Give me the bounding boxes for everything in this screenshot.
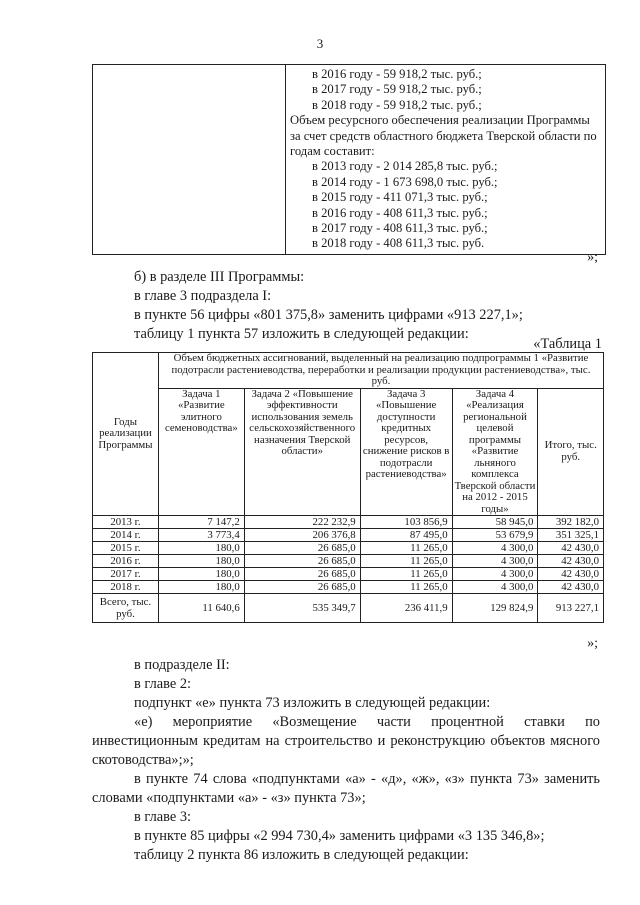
text-paragraph: в пункте 74 слова «подпунктами «а» - «д», «ж», «з» пункта 73» заменить словами «подпунктами «а» - «з» пункта 73»; [92, 771, 600, 806]
passport-label-cell [93, 65, 286, 255]
value-cell: 11 265,0 [360, 568, 452, 581]
table-row [93, 542, 604, 555]
table-row [93, 555, 604, 568]
total-value-cell: 236 411,9 [360, 594, 452, 623]
task-header: Задача 4 «Реализация региональной целевой программы «Развитие льняного комплекса Тверской области на 2012 - 2015 годы» [452, 388, 538, 516]
funding-line: в 2017 году - 59 918,2 тыс. руб.; [312, 82, 482, 97]
value-cell: 7 147,2 [158, 516, 244, 529]
year-cell: 2013 г. [93, 516, 159, 529]
text-line: в пункте 85 цифры «2 994 730,4» заменить цифрами «3 135 346,8»; [134, 828, 545, 844]
value-cell: 42 430,0 [538, 555, 604, 568]
text-line: таблицу 2 пункта 86 изложить в следующей редакции: [134, 847, 469, 863]
total-value-cell: 913 227,1 [538, 594, 604, 623]
value-cell: 392 182,0 [538, 516, 604, 529]
funding-line: в 2014 году - 1 673 698,0 тыс. руб.; [312, 174, 498, 189]
funding-line: в 2016 году - 59 918,2 тыс. руб.; [312, 67, 482, 81]
total-value-cell: 535 349,7 [244, 594, 360, 623]
funding-line: в 2015 году - 411 071,3 тыс. руб.; [312, 190, 488, 205]
text-line: в главе 3: [134, 809, 192, 825]
text-line: таблицу 1 пункта 57 изложить в следующей редакции: [134, 326, 469, 342]
year-cell: 2015 г. [93, 542, 159, 555]
table-row [93, 568, 604, 581]
year-cell: 2018 г. [93, 581, 159, 594]
funding-line: в 2016 году - 408 611,3 тыс. руб.; [312, 205, 488, 220]
amendment-text-2 [92, 656, 600, 865]
total-value-cell: 11 640,6 [158, 594, 244, 623]
total-value-cell: 129 824,9 [452, 594, 538, 623]
value-cell: 11 265,0 [360, 542, 452, 555]
table-row [93, 529, 604, 542]
table-row [93, 581, 604, 594]
budget-table [92, 352, 604, 623]
value-cell: 4 300,0 [452, 581, 538, 594]
text-line: подпункт «е» пункта 73 изложить в следующей редакции: [134, 695, 491, 711]
value-cell: 4 300,0 [452, 542, 538, 555]
task-header: Задача 1 «Развитие элитного семеноводства» [158, 388, 244, 516]
value-cell: 53 679,9 [452, 529, 538, 542]
funding-line: в 2018 году - 59 918,2 тыс. руб.; [312, 97, 482, 112]
funding-line: в 2013 году - 2 014 285,8 тыс. руб.; [312, 159, 498, 174]
year-cell: 2014 г. [93, 529, 159, 542]
value-cell: 222 232,9 [244, 516, 360, 529]
value-cell: 351 325,1 [538, 529, 604, 542]
task-header: Задача 3 «Повышение доступности кредитных ресурсов, снижение рисков в подотрасли растениеводства» [360, 388, 452, 516]
passport-table-fragment [92, 64, 606, 255]
total-row [93, 594, 604, 623]
value-cell: 11 265,0 [360, 581, 452, 594]
value-cell: 26 685,0 [244, 581, 360, 594]
passport-value-cell [286, 65, 606, 255]
amendment-text-1 [92, 268, 600, 344]
value-cell: 4 300,0 [452, 568, 538, 581]
quote-closer: »; [587, 636, 598, 651]
total-header: Итого, тыс. руб. [538, 388, 604, 516]
group-header: Объем бюджетных ассигнований, выделенный на реализацию подпрограммы 1 «Развитие подотрасли растениеводства, переработки и реализации продукции растениеводства», тыс. руб. [158, 353, 603, 389]
funding-line: в 2018 году - 408 611,3 тыс. руб. [312, 236, 485, 251]
value-cell: 3 773,4 [158, 529, 244, 542]
text-line: б) в разделе III Программы: [134, 269, 305, 285]
text-line: в пункте 56 цифры «801 375,8» заменить цифрами «913 227,1»; [134, 307, 523, 323]
value-cell: 42 430,0 [538, 581, 604, 594]
value-cell: 180,0 [158, 581, 244, 594]
value-cell: 180,0 [158, 542, 244, 555]
value-cell: 42 430,0 [538, 568, 604, 581]
year-cell: 2016 г. [93, 555, 159, 568]
table-row [93, 516, 604, 529]
funding-line: в 2017 году - 408 611,3 тыс. руб.; [312, 221, 488, 236]
total-label-cell: Всего, тыс. руб. [93, 594, 159, 623]
value-cell: 87 495,0 [360, 529, 452, 542]
value-cell: 180,0 [158, 555, 244, 568]
quote-closer: »; [587, 250, 598, 265]
value-cell: 11 265,0 [360, 555, 452, 568]
task-header: Задача 2 «Повышение эффективности использования земель сельскохозяйственного назначения Тверской области» [244, 388, 360, 516]
value-cell: 42 430,0 [538, 542, 604, 555]
value-cell: 26 685,0 [244, 568, 360, 581]
years-header: Годы реализации Программы [93, 353, 159, 516]
funding-paragraph: Объем ресурсного обеспечения реализации Программы за счет средств областного бюджета Тверской области по годам составит: [290, 113, 597, 159]
text-paragraph: «е) мероприятие «Возмещение части процентной ставки по инвестиционным кредитам на строительство и реконструкцию объектов мясного скотоводства»;»; [92, 714, 600, 768]
text-line: в подразделе II: [134, 657, 230, 673]
value-cell: 4 300,0 [452, 555, 538, 568]
value-cell: 103 856,9 [360, 516, 452, 529]
value-cell: 26 685,0 [244, 542, 360, 555]
value-cell: 180,0 [158, 568, 244, 581]
page-number: 3 [316, 36, 324, 51]
table-caption: «Таблица 1 [533, 336, 602, 352]
year-cell: 2017 г. [93, 568, 159, 581]
value-cell: 206 376,8 [244, 529, 360, 542]
text-line: в главе 2: [134, 676, 192, 692]
text-line: в главе 3 подраздела I: [134, 288, 272, 304]
value-cell: 26 685,0 [244, 555, 360, 568]
value-cell: 58 945,0 [452, 516, 538, 529]
